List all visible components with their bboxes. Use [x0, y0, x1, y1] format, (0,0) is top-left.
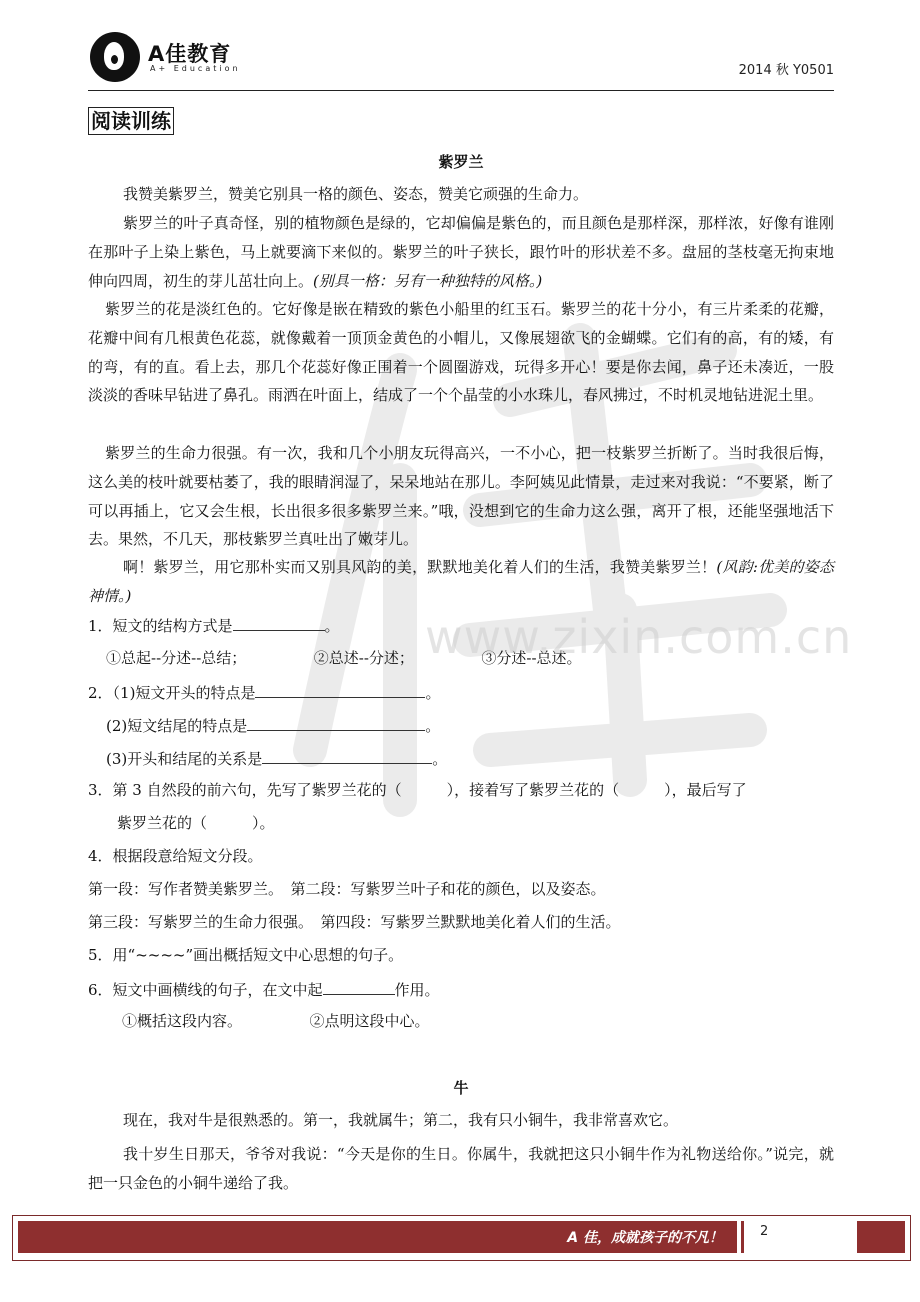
- paragraph-5: 啊！紫罗兰，用它那朴实而又别具风韵的美，默默地美化着人们的生活，我赞美紫罗兰！(风韵:优美的姿态神情。): [88, 558, 834, 605]
- watermark-text: www.zixin.com.cn: [425, 610, 853, 664]
- paragraph-3: 紫罗兰的花是淡红色的。它好像是嵌在精致的紫色小船里的红玉石。紫罗兰的花十分小，有三片柔柔的花瓣，花瓣中间有几根黄色花蕊，就像戴着一顶顶金黄色的小帽儿，又像展翅欲飞的金蝴蝶。它们有的高，有的矮，有的弯，有的直。看上去，那几个花蕊好像正围着一个圆圈游戏，玩得多开心！要是你去闻，鼻子还未凑近，一股淡淡的香味早钻进了鼻孔。雨洒在叶面上，结成了一个个晶莹的小水珠儿，春风拂过，不时机灵地钻进泥土里。: [88, 300, 834, 405]
- question-2: 2．（1)短文开头的特点是 。: [88, 681, 440, 703]
- question-2-part-3: (3)开头和结尾的关系是 。: [106, 747, 447, 769]
- paragraph-1: 我赞美紫罗兰，赞美它别具一格的颜色、姿态，赞美它顽强的生命力。: [123, 185, 589, 203]
- question-4-segment-b: 第三段：写紫罗兰的生命力很强。 第四段：写紫罗兰默默地美化着人们的生活。: [88, 913, 621, 931]
- question-1-options: ①总起--分述--总结； ②总述--分述； ③分述--总述。: [106, 649, 582, 667]
- section-title: 阅读训练: [88, 107, 174, 135]
- question-1: 1．短文的结构方式是 。: [88, 614, 340, 636]
- annotation: (风韵:优美的姿态神情。): [88, 558, 834, 605]
- question-6: 6．短文中画横线的句子，在文中起 作用。: [88, 978, 440, 1000]
- question-4-segment-a: 第一段：写作者赞美紫罗兰。 第二段：写紫罗兰叶子和花的颜色，以及姿态。: [88, 880, 606, 898]
- footer-bar: [18, 1221, 737, 1253]
- document-code: 2014 秋 Y0501: [738, 63, 834, 78]
- answer-blank[interactable]: [255, 681, 425, 698]
- question-3: 3．第 3 自然段的前六句，先写了紫罗兰花的（ ），接着写了紫罗兰花的（ ），最后写了: [88, 781, 747, 799]
- question-3-cont: 紫罗兰花的（ ）。: [117, 814, 275, 832]
- footer-separator: [741, 1221, 744, 1253]
- page-header: [88, 30, 834, 91]
- logo-icon: [90, 32, 140, 82]
- brand-name: A佳教育: [148, 42, 232, 66]
- answer-blank[interactable]: [233, 614, 325, 631]
- question-6-options: ①概括这段内容。 ②点明这段中心。: [122, 1012, 430, 1030]
- answer-blank[interactable]: [247, 714, 425, 731]
- passage-2-paragraph-2: 我十岁生日那天，爷爷对我说：“今天是你的生日。你属牛，我就把这只小铜牛作为礼物送给你。”说完，就把一只金色的小铜牛递给了我。: [88, 1145, 834, 1192]
- page-number: 2: [760, 1224, 769, 1239]
- question-2-part-2: (2)短文结尾的特点是 。: [106, 714, 440, 736]
- answer-blank[interactable]: [323, 978, 395, 995]
- paragraph-4: 紫罗兰的生命力很强。有一次，我和几个小朋友玩得高兴，一不小心，把一枝紫罗兰折断了。当时我很后悔，这么美的枝叶就要枯萎了，我的眼睛润湿了，呆呆地站在那儿。李阿姨见此情景，走过来对我说：“不要紧，断了可以再插上，它又会生根，长出很多很多紫罗兰来。”哦，没想到它的生命力这么强，离开了根，还能坚强地活下去。果然，不几天，那枝紫罗兰真吐出了嫩芽儿。: [88, 444, 834, 549]
- footer-right-block: [857, 1221, 905, 1253]
- question-4: 4．根据段意给短文分段。: [88, 847, 263, 865]
- passage-title: 紫罗兰: [438, 153, 484, 171]
- question-5: 5．用“~~~~”画出概括短文中心思想的句子。: [88, 946, 404, 964]
- annotation: (别具一格：另有一种独特的风格。): [313, 271, 543, 290]
- paragraph-2: 紫罗兰的叶子真奇怪，别的植物颜色是绿的，它却偏偏是紫色的，而且颜色是那样深，那样浓，好像有谁刚在那叶子上染上紫色，马上就要滴下来似的。紫罗兰的叶子狭长，跟竹叶的形状差不多。盘屈的茎枝毫无拘束地伸向四周，初生的芽儿茁壮向上。(别具一格：另有一种独特的风格。): [88, 214, 834, 290]
- passage-2-title: 牛: [453, 1079, 469, 1097]
- footer-slogan: A 佳，成就孩子的不凡！: [567, 1230, 723, 1246]
- brand-subtitle: A+ Education: [150, 64, 241, 73]
- passage-2-paragraph-1: 现在，我对牛是很熟悉的。第一，我就属牛；第二，我有只小铜牛，我非常喜欢它。: [123, 1111, 679, 1129]
- answer-blank[interactable]: [262, 747, 432, 764]
